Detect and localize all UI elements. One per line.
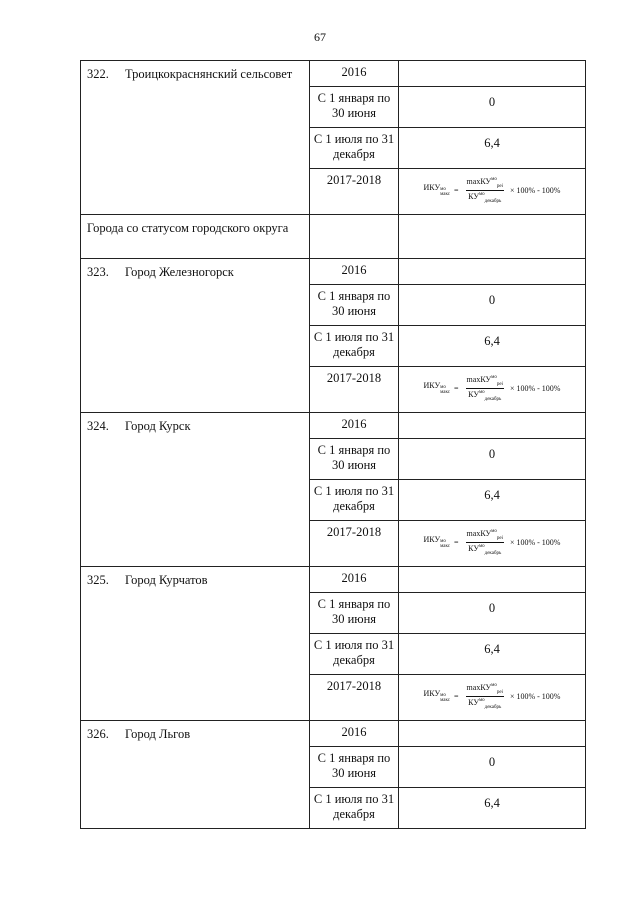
- period-text: С 1 июля по 31 декабря: [313, 638, 395, 667]
- period-text: 2016: [341, 417, 367, 431]
- formula-num-base: maxКУ: [466, 528, 492, 538]
- group-heading: [81, 215, 310, 259]
- formula-den-sup: мо: [479, 697, 485, 703]
- entity-number: 324.: [87, 419, 109, 433]
- value-cell: [399, 87, 586, 128]
- period-text: С 1 января по 30 июня: [317, 443, 391, 472]
- formula-cell: [399, 367, 586, 413]
- formula-num-sup: мо: [491, 374, 497, 380]
- formula: [399, 521, 585, 563]
- formula-num-sub: pei: [496, 381, 503, 387]
- formula-lhs-base: ИКУ: [423, 183, 441, 192]
- period-cell: [310, 788, 399, 829]
- formula-lhs: [424, 535, 451, 549]
- period-text: 2017-2018: [326, 371, 382, 385]
- table-row: [81, 259, 586, 285]
- value-cell: [399, 747, 586, 788]
- formula-denominator: [468, 191, 501, 204]
- formula-lhs-sub: макс: [440, 698, 451, 703]
- formula-den-sup: мо: [479, 389, 485, 395]
- entity-name-cell: [81, 567, 310, 721]
- empty-cell: [310, 215, 399, 259]
- period-text: 2016: [341, 725, 367, 739]
- value-cell: [399, 326, 586, 367]
- formula-num-sub: pei: [496, 689, 503, 695]
- formula-denominator: [468, 697, 501, 710]
- formula-lhs-indices: [440, 539, 450, 549]
- entity-name-cell: [81, 413, 310, 567]
- period-text: С 1 июля по 31 декабря: [313, 132, 395, 161]
- period-text: С 1 января по 30 июня: [317, 91, 391, 120]
- formula-den-sub: декабрь: [484, 198, 502, 204]
- period-cell: [310, 439, 399, 480]
- value-cell: [399, 721, 586, 747]
- formula-num-sup: мо: [491, 528, 497, 534]
- formula-den-base: КУ: [468, 389, 479, 399]
- period-text: 2017-2018: [326, 679, 382, 693]
- formula-num-sup: мо: [491, 682, 497, 688]
- value-text: 0: [488, 755, 496, 769]
- value-text: 0: [488, 293, 496, 307]
- formula-lhs-sub: макс: [440, 390, 451, 395]
- period-cell: [310, 747, 399, 788]
- entity-name: Город Курчатов: [125, 573, 208, 587]
- formula-lhs-base: ИКУ: [423, 535, 441, 544]
- period-text: 2016: [341, 571, 367, 585]
- table-row: [81, 413, 586, 439]
- formula-lhs-sub: макс: [440, 544, 451, 549]
- period-text: С 1 января по 30 июня: [317, 751, 391, 780]
- formula-cell: [399, 675, 586, 721]
- formula-lhs-indices: [440, 693, 450, 703]
- formula-den-sub: декабрь: [484, 396, 502, 402]
- formula-equals: =: [454, 185, 459, 195]
- period-cell: [310, 675, 399, 721]
- formula: [399, 169, 585, 211]
- group-heading-text: Города со статусом городского округа: [87, 221, 289, 235]
- value-cell: [399, 634, 586, 675]
- entity-number: 323.: [87, 265, 109, 279]
- formula-tail: × 100% - 100%: [509, 537, 561, 547]
- entity-name: Город Железногорск: [125, 265, 234, 279]
- entity-name: Город Льгов: [125, 727, 191, 741]
- period-text: С 1 июля по 31 декабря: [313, 484, 395, 513]
- table-row: [81, 721, 586, 747]
- value-text: 0: [488, 95, 496, 109]
- formula-numerator: [466, 529, 504, 543]
- period-cell: [310, 285, 399, 326]
- period-cell: [310, 128, 399, 169]
- period-text: С 1 января по 30 июня: [317, 597, 391, 626]
- period-cell: [310, 721, 399, 747]
- formula-numerator: [466, 177, 504, 191]
- formula-equals: =: [454, 691, 459, 701]
- formula-num-sub: pei: [496, 535, 503, 541]
- value-cell: [399, 567, 586, 593]
- value-cell: [399, 61, 586, 87]
- period-text: С 1 июля по 31 декабря: [313, 330, 395, 359]
- formula-den-sub: декабрь: [484, 704, 502, 710]
- formula-den-sub: декабрь: [484, 550, 502, 556]
- formula-lhs: [424, 689, 451, 703]
- value-text: 6,4: [484, 642, 500, 656]
- value-cell: [399, 480, 586, 521]
- formula-lhs-sup: мо: [440, 693, 446, 698]
- entity-name-cell: [81, 721, 310, 829]
- period-cell: [310, 259, 399, 285]
- entity-number: 325.: [87, 573, 109, 587]
- period-cell: [310, 521, 399, 567]
- formula-cell: [399, 521, 586, 567]
- formula-num-base: maxКУ: [466, 176, 492, 186]
- entity-number: 322.: [87, 67, 109, 81]
- period-cell: [310, 367, 399, 413]
- formula-den-base: КУ: [468, 191, 479, 201]
- value-text: 6,4: [484, 488, 500, 502]
- period-cell: [310, 567, 399, 593]
- formula-num-base: maxКУ: [466, 374, 492, 384]
- tariff-table: [80, 60, 586, 829]
- formula-lhs: [424, 381, 451, 395]
- empty-cell: [399, 215, 586, 259]
- formula-denominator: [468, 389, 501, 402]
- period-cell: [310, 480, 399, 521]
- value-text: 6,4: [484, 136, 500, 150]
- formula: [399, 367, 585, 409]
- formula-lhs: [424, 183, 451, 197]
- period-cell: [310, 87, 399, 128]
- page-number: 67: [314, 30, 326, 44]
- value-cell: [399, 285, 586, 326]
- formula-denominator: [468, 543, 501, 556]
- value-cell: [399, 413, 586, 439]
- formula-lhs-sup: мо: [440, 385, 446, 390]
- period-text: 2016: [341, 65, 367, 79]
- formula-lhs-sup: мо: [440, 539, 446, 544]
- table-row-group: [81, 215, 586, 259]
- formula-lhs-indices: [440, 385, 450, 395]
- formula-fraction: [466, 529, 504, 556]
- formula-lhs-base: ИКУ: [423, 381, 441, 390]
- formula-numerator: [466, 683, 504, 697]
- formula-tail: × 100% - 100%: [509, 691, 561, 701]
- formula-num-sub: pei: [496, 183, 503, 189]
- entity-name-cell: [81, 259, 310, 413]
- period-cell: [310, 634, 399, 675]
- entity-name-cell: [81, 61, 310, 215]
- entity-name: Троицкокраснянский сельсовет: [125, 67, 293, 81]
- value-cell: [399, 259, 586, 285]
- value-cell: [399, 788, 586, 829]
- value-text: 0: [488, 601, 496, 615]
- period-text: 2017-2018: [326, 173, 382, 187]
- period-text: 2017-2018: [326, 525, 382, 539]
- period-text: 2016: [341, 263, 367, 277]
- formula-fraction: [466, 375, 504, 402]
- formula-lhs-sub: макс: [440, 192, 451, 197]
- period-text: С 1 июля по 31 декабря: [313, 792, 395, 821]
- formula-tail: × 100% - 100%: [509, 185, 561, 195]
- formula-lhs-sup: мо: [440, 187, 446, 192]
- formula-den-sup: мо: [479, 191, 485, 197]
- formula-lhs-indices: [440, 187, 450, 197]
- value-text: 6,4: [484, 334, 500, 348]
- period-cell: [310, 413, 399, 439]
- formula: [399, 675, 585, 717]
- formula-cell: [399, 169, 586, 215]
- formula-lhs-base: ИКУ: [423, 689, 441, 698]
- period-cell: [310, 593, 399, 634]
- value-cell: [399, 439, 586, 480]
- value-text: 0: [488, 447, 496, 461]
- table-row: [81, 61, 586, 87]
- formula-equals: =: [454, 537, 459, 547]
- formula-fraction: [466, 683, 504, 710]
- period-cell: [310, 169, 399, 215]
- value-cell: [399, 593, 586, 634]
- value-text: 6,4: [484, 796, 500, 810]
- value-cell: [399, 128, 586, 169]
- period-cell: [310, 326, 399, 367]
- formula-num-base: maxКУ: [466, 682, 492, 692]
- entity-number: 326.: [87, 727, 109, 741]
- formula-numerator: [466, 375, 504, 389]
- formula-den-base: КУ: [468, 543, 479, 553]
- formula-tail: × 100% - 100%: [509, 383, 561, 393]
- table-row: [81, 567, 586, 593]
- formula-den-base: КУ: [468, 697, 479, 707]
- formula-den-sup: мо: [479, 543, 485, 549]
- period-text: С 1 января по 30 июня: [317, 289, 391, 318]
- formula-equals: =: [454, 383, 459, 393]
- formula-num-sup: мо: [491, 176, 497, 182]
- entity-name: Город Курск: [125, 419, 191, 433]
- period-cell: [310, 61, 399, 87]
- formula-fraction: [466, 177, 504, 204]
